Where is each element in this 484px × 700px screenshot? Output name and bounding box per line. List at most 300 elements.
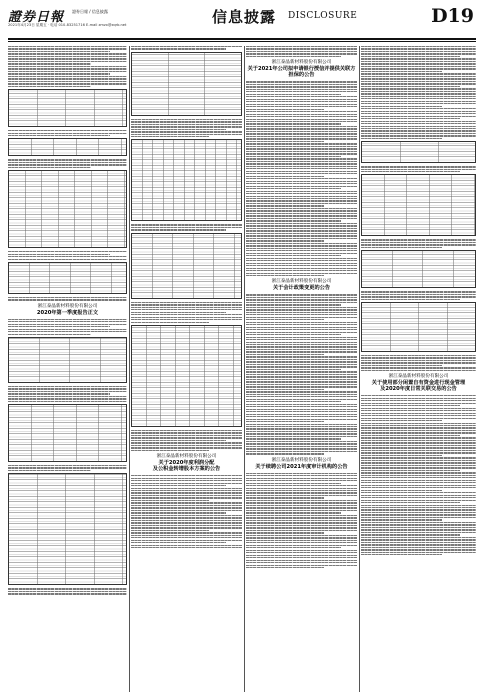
body-text-line xyxy=(246,497,324,498)
body-text-line xyxy=(361,239,476,240)
body-text-line xyxy=(361,291,476,292)
body-text-line xyxy=(246,178,357,179)
body-text-line xyxy=(8,331,127,332)
body-text-line xyxy=(361,299,460,300)
body-text-line xyxy=(361,118,460,119)
body-text-line xyxy=(361,539,476,540)
body-text-line xyxy=(246,302,357,303)
body-text-line xyxy=(8,398,127,399)
body-text-line xyxy=(246,527,357,528)
body-text-line xyxy=(246,364,357,365)
body-text-line xyxy=(246,522,357,523)
body-text-line xyxy=(246,128,357,129)
body-text-line xyxy=(131,542,226,543)
body-text-line xyxy=(361,437,476,438)
body-text-line xyxy=(131,480,242,481)
body-text-line xyxy=(8,68,127,69)
body-text-line xyxy=(246,294,357,295)
section-title-english: DISCLOSURE xyxy=(288,11,358,21)
disclosure-table xyxy=(361,250,476,288)
body-text-line xyxy=(246,116,357,117)
body-text-line xyxy=(131,437,242,438)
body-text-line xyxy=(246,319,324,320)
body-text-line xyxy=(246,84,357,85)
body-text-line xyxy=(361,247,442,248)
body-text-line xyxy=(246,451,357,452)
body-text-line xyxy=(361,457,476,458)
body-text-line xyxy=(246,99,357,100)
announcement-title: 关于续聘公司2021年度审计机构的公告 xyxy=(255,463,348,470)
body-text-line xyxy=(246,414,357,415)
body-text-line xyxy=(246,89,357,90)
body-text-line xyxy=(246,307,357,308)
body-text-line xyxy=(246,550,357,551)
body-text-line xyxy=(131,535,242,536)
body-text-line xyxy=(361,537,476,538)
body-text-line xyxy=(361,452,476,453)
body-text-line xyxy=(361,480,476,481)
announcement-heading xyxy=(246,458,357,470)
body-text-line xyxy=(246,419,357,420)
body-text-line xyxy=(246,205,324,206)
body-text-line xyxy=(246,240,324,241)
body-text-line xyxy=(361,138,442,139)
disclosure-table xyxy=(131,139,242,221)
body-text-line xyxy=(361,522,476,523)
body-text-line xyxy=(361,123,476,124)
body-text-line xyxy=(8,164,127,165)
body-text-line xyxy=(8,167,91,168)
body-text-line xyxy=(8,46,127,47)
body-text-line xyxy=(246,243,357,244)
body-text-line xyxy=(361,398,476,399)
body-text-line xyxy=(361,527,476,528)
body-text-line xyxy=(131,520,242,521)
body-text-line xyxy=(361,554,442,555)
body-text-line xyxy=(246,411,357,412)
body-text-line xyxy=(8,326,110,327)
body-text-line xyxy=(8,130,127,131)
body-text-line xyxy=(246,438,341,439)
body-text-line xyxy=(246,208,357,209)
body-text-line xyxy=(361,442,476,443)
body-text-line xyxy=(361,514,476,515)
body-text-line xyxy=(246,188,341,189)
company-name: 浙江泰晶新材料股份有限公司 xyxy=(156,454,217,460)
body-text-line xyxy=(246,346,357,347)
body-text-line xyxy=(361,101,476,102)
body-text-line xyxy=(361,56,460,57)
body-text-line xyxy=(361,505,476,506)
body-text-line xyxy=(361,360,476,361)
body-text-line xyxy=(361,93,476,94)
disclosure-table xyxy=(361,141,476,163)
body-text-line xyxy=(8,254,110,255)
body-text-line xyxy=(246,565,357,566)
body-text-line xyxy=(246,371,357,372)
body-text-line xyxy=(246,223,357,224)
body-text-line xyxy=(131,48,226,49)
body-text-line xyxy=(246,238,357,239)
body-text-line xyxy=(246,153,357,154)
section-title: 信息披露 xyxy=(212,8,277,26)
company-name: 浙江泰晶新材料股份有限公司 xyxy=(271,457,332,463)
body-text-line xyxy=(246,198,357,199)
body-text-line xyxy=(361,415,476,416)
company-name: 浙江泰晶新材料股份有限公司 xyxy=(37,303,98,309)
body-text-line xyxy=(8,81,127,82)
body-text-line xyxy=(361,552,476,553)
body-text-line xyxy=(246,488,357,489)
column-divider xyxy=(244,46,245,692)
body-text-line xyxy=(8,56,127,57)
body-text-line xyxy=(246,495,357,496)
body-text-line xyxy=(246,389,324,390)
disclosure-table xyxy=(131,233,242,299)
body-text-line xyxy=(8,591,127,592)
body-text-line xyxy=(361,408,476,409)
body-text-line xyxy=(131,442,242,443)
body-text-line xyxy=(361,111,476,112)
body-text-line xyxy=(246,114,357,115)
body-text-line xyxy=(246,146,357,147)
disclosure-table xyxy=(131,52,242,116)
body-text-line xyxy=(361,420,442,421)
body-text-line xyxy=(246,196,357,197)
body-text-line xyxy=(361,135,476,136)
column-divider xyxy=(359,46,360,692)
body-text-line xyxy=(246,324,357,325)
body-text-line xyxy=(361,357,476,358)
masthead-rule xyxy=(8,38,476,40)
body-text-line xyxy=(8,388,127,389)
body-text-line xyxy=(361,294,476,295)
body-text-line xyxy=(246,359,357,360)
body-text-line xyxy=(361,440,476,441)
disclosure-table xyxy=(8,89,127,127)
body-text-line xyxy=(246,203,357,204)
body-text-line xyxy=(131,510,242,511)
body-text-line xyxy=(246,312,357,313)
body-text-line xyxy=(246,111,357,112)
body-text-line xyxy=(131,121,242,122)
body-text-line xyxy=(246,473,357,474)
body-text-line xyxy=(361,244,476,245)
body-text-line xyxy=(246,96,357,97)
body-text-line xyxy=(246,255,341,256)
body-text-line xyxy=(246,386,357,387)
body-text-line xyxy=(361,423,476,424)
body-text-line xyxy=(246,433,357,434)
body-text-line xyxy=(131,497,242,498)
body-text-line xyxy=(361,485,476,486)
body-text-line xyxy=(361,534,460,535)
disclosure-table xyxy=(361,302,476,352)
body-text-line xyxy=(8,299,127,300)
body-text-line xyxy=(131,507,242,508)
body-text-line xyxy=(361,418,476,419)
body-text-line xyxy=(361,549,476,550)
body-text-line xyxy=(8,470,91,471)
body-text-line xyxy=(361,517,476,518)
disclosure-table xyxy=(8,404,127,462)
body-text-line xyxy=(246,552,357,553)
body-text-line xyxy=(361,482,476,483)
body-text-line xyxy=(246,475,357,476)
body-text-line xyxy=(246,436,357,437)
body-text-line xyxy=(8,53,127,54)
body-text-line xyxy=(8,334,91,335)
body-text-line xyxy=(246,426,357,427)
body-text-line xyxy=(131,527,242,528)
body-text-line xyxy=(246,248,357,249)
body-text-line xyxy=(8,401,127,402)
body-text-line xyxy=(131,532,242,533)
body-text-line xyxy=(246,492,357,493)
body-text-line xyxy=(8,66,127,67)
column-3 xyxy=(246,46,357,692)
body-text-line xyxy=(246,158,357,159)
body-text-line xyxy=(131,129,226,130)
body-text-line xyxy=(246,542,357,543)
body-text-line xyxy=(361,512,476,513)
body-text-line xyxy=(361,460,476,461)
body-text-line xyxy=(361,465,476,466)
disclosure-table xyxy=(131,325,242,427)
body-text-line xyxy=(8,48,127,49)
body-text-line xyxy=(361,98,476,99)
body-text-line xyxy=(131,502,242,503)
column-1 xyxy=(8,46,127,692)
body-text-line xyxy=(131,547,242,548)
body-text-line xyxy=(246,309,357,310)
disclosure-table xyxy=(8,170,127,248)
body-text-line xyxy=(8,324,127,325)
body-text-line xyxy=(246,557,357,558)
masthead xyxy=(8,6,476,38)
column-4 xyxy=(361,46,476,692)
body-text-line xyxy=(131,134,242,135)
body-text-line xyxy=(246,304,341,305)
body-text-line xyxy=(246,193,357,194)
body-text-line xyxy=(8,61,127,62)
body-text-line xyxy=(361,116,476,117)
body-text-line xyxy=(361,413,476,414)
body-text-line xyxy=(246,275,324,276)
body-text-line xyxy=(8,78,127,79)
body-text-line xyxy=(246,342,357,343)
body-text-line xyxy=(361,430,476,431)
company-name: 浙江泰晶新材料股份有限公司 xyxy=(271,279,332,285)
body-text-line xyxy=(246,540,357,541)
body-text-line xyxy=(361,66,476,67)
announcement-title: 2020年第一季度报告正文 xyxy=(36,309,99,316)
body-text-line xyxy=(246,322,357,323)
body-text-line xyxy=(131,515,242,516)
body-text-line xyxy=(131,435,242,436)
body-text-line xyxy=(246,537,357,538)
body-text-line xyxy=(246,171,357,172)
body-text-line xyxy=(246,545,357,546)
body-text-line xyxy=(246,532,324,533)
body-text-line xyxy=(246,500,357,501)
body-text-line xyxy=(246,443,357,444)
masthead-rule-thin xyxy=(8,41,476,42)
body-text-line xyxy=(246,126,357,127)
body-text-line xyxy=(246,361,357,362)
body-text-line xyxy=(131,512,226,513)
body-text-line xyxy=(131,224,242,225)
body-text-line xyxy=(246,101,357,102)
body-text-line xyxy=(246,121,357,122)
body-text-line xyxy=(361,400,476,401)
body-text-line xyxy=(8,83,127,84)
body-text-line xyxy=(361,128,476,129)
body-text-line xyxy=(131,124,242,125)
disclosure-table xyxy=(8,138,127,156)
body-text-line xyxy=(131,304,242,305)
body-text-line xyxy=(361,76,476,77)
body-text-line xyxy=(246,510,357,511)
body-text-line xyxy=(246,512,341,513)
body-text-line xyxy=(131,119,242,120)
body-text-line xyxy=(246,181,357,182)
body-text-line xyxy=(131,445,242,446)
body-text-line xyxy=(246,366,357,367)
body-text-line xyxy=(246,136,357,137)
body-text-line xyxy=(131,430,242,431)
body-text-line xyxy=(361,487,476,488)
body-text-line xyxy=(361,86,460,87)
body-text-line xyxy=(361,106,442,107)
body-text-line xyxy=(131,322,209,323)
body-text-line xyxy=(361,547,476,548)
body-text-line xyxy=(246,381,357,382)
body-text-line xyxy=(361,450,476,451)
body-text-line xyxy=(361,133,476,134)
body-text-line xyxy=(361,403,476,404)
body-text-line xyxy=(361,121,476,122)
body-text-line xyxy=(246,525,357,526)
body-text-line xyxy=(246,349,357,350)
body-text-line xyxy=(246,424,357,425)
body-text-line xyxy=(8,51,110,52)
column-divider xyxy=(129,46,130,692)
body-text-line xyxy=(8,319,127,320)
body-text-line xyxy=(246,56,341,57)
body-text-line xyxy=(246,446,357,447)
body-text-line xyxy=(131,227,242,228)
announcement-title: 关于会计政策变更的公告 xyxy=(272,285,331,292)
body-text-line xyxy=(361,467,476,468)
body-text-line xyxy=(361,542,476,543)
body-text-line xyxy=(361,405,460,406)
body-text-line xyxy=(246,399,357,400)
body-text-line xyxy=(131,530,209,531)
body-text-line xyxy=(246,46,357,47)
body-text-line xyxy=(246,156,341,157)
body-text-line xyxy=(8,593,127,594)
body-text-line xyxy=(246,230,357,231)
body-text-line xyxy=(246,356,357,357)
body-text-line xyxy=(246,317,357,318)
body-text-line xyxy=(361,502,460,503)
body-text-line xyxy=(361,355,476,356)
body-text-line xyxy=(361,48,476,49)
body-text-line xyxy=(8,71,127,72)
body-text-line xyxy=(246,485,357,486)
body-text-line xyxy=(246,215,357,216)
body-text-line xyxy=(131,46,242,47)
body-text-line xyxy=(131,478,242,479)
body-text-line xyxy=(246,520,357,521)
body-text-line xyxy=(361,425,476,426)
body-text-line xyxy=(361,532,476,533)
announcement-title: 及2020年度日常关联交易的公告 xyxy=(380,386,457,393)
body-text-line xyxy=(361,544,476,545)
body-text-line xyxy=(246,530,357,531)
body-text-line xyxy=(246,265,357,266)
body-text-line xyxy=(246,173,357,174)
body-text-line xyxy=(131,447,242,448)
body-text-line xyxy=(246,374,357,375)
body-text-line xyxy=(246,480,357,481)
body-text-line xyxy=(361,432,476,433)
body-text-line xyxy=(131,525,242,526)
announcement-heading xyxy=(131,454,242,472)
body-text-line xyxy=(131,517,242,518)
body-text-line xyxy=(246,235,357,236)
body-text-line xyxy=(246,260,357,261)
body-text-line xyxy=(361,46,476,47)
body-text-line xyxy=(246,138,357,139)
body-text-line xyxy=(131,136,209,137)
body-text-line xyxy=(246,394,357,395)
body-text-line xyxy=(131,312,226,313)
body-text-line xyxy=(246,379,357,380)
body-text-line xyxy=(361,370,476,371)
body-text-line xyxy=(246,502,357,503)
disclosure-table xyxy=(8,337,127,383)
body-text-line xyxy=(246,560,357,561)
body-text-line xyxy=(246,401,341,402)
body-text-line xyxy=(246,299,357,300)
body-text-line xyxy=(361,470,460,471)
body-text-line xyxy=(246,225,357,226)
body-text-line xyxy=(246,329,357,330)
body-text-line xyxy=(131,475,242,476)
body-text-line xyxy=(131,229,226,230)
body-text-line xyxy=(246,210,357,211)
body-text-line xyxy=(246,131,357,132)
body-text-line xyxy=(131,302,242,303)
body-text-line xyxy=(361,524,476,525)
body-text-line xyxy=(361,435,460,436)
body-text-line xyxy=(246,106,357,107)
body-text-line xyxy=(246,213,357,214)
body-text-line xyxy=(131,495,242,496)
body-text-line xyxy=(246,186,357,187)
body-text-line xyxy=(246,562,357,563)
body-text-line xyxy=(246,505,357,506)
body-text-line xyxy=(246,191,357,192)
body-text-line xyxy=(246,547,341,548)
body-text-line xyxy=(361,61,476,62)
body-text-line xyxy=(8,256,127,257)
body-text-line xyxy=(246,253,357,254)
body-text-line xyxy=(246,535,357,536)
body-text-line xyxy=(246,143,357,144)
